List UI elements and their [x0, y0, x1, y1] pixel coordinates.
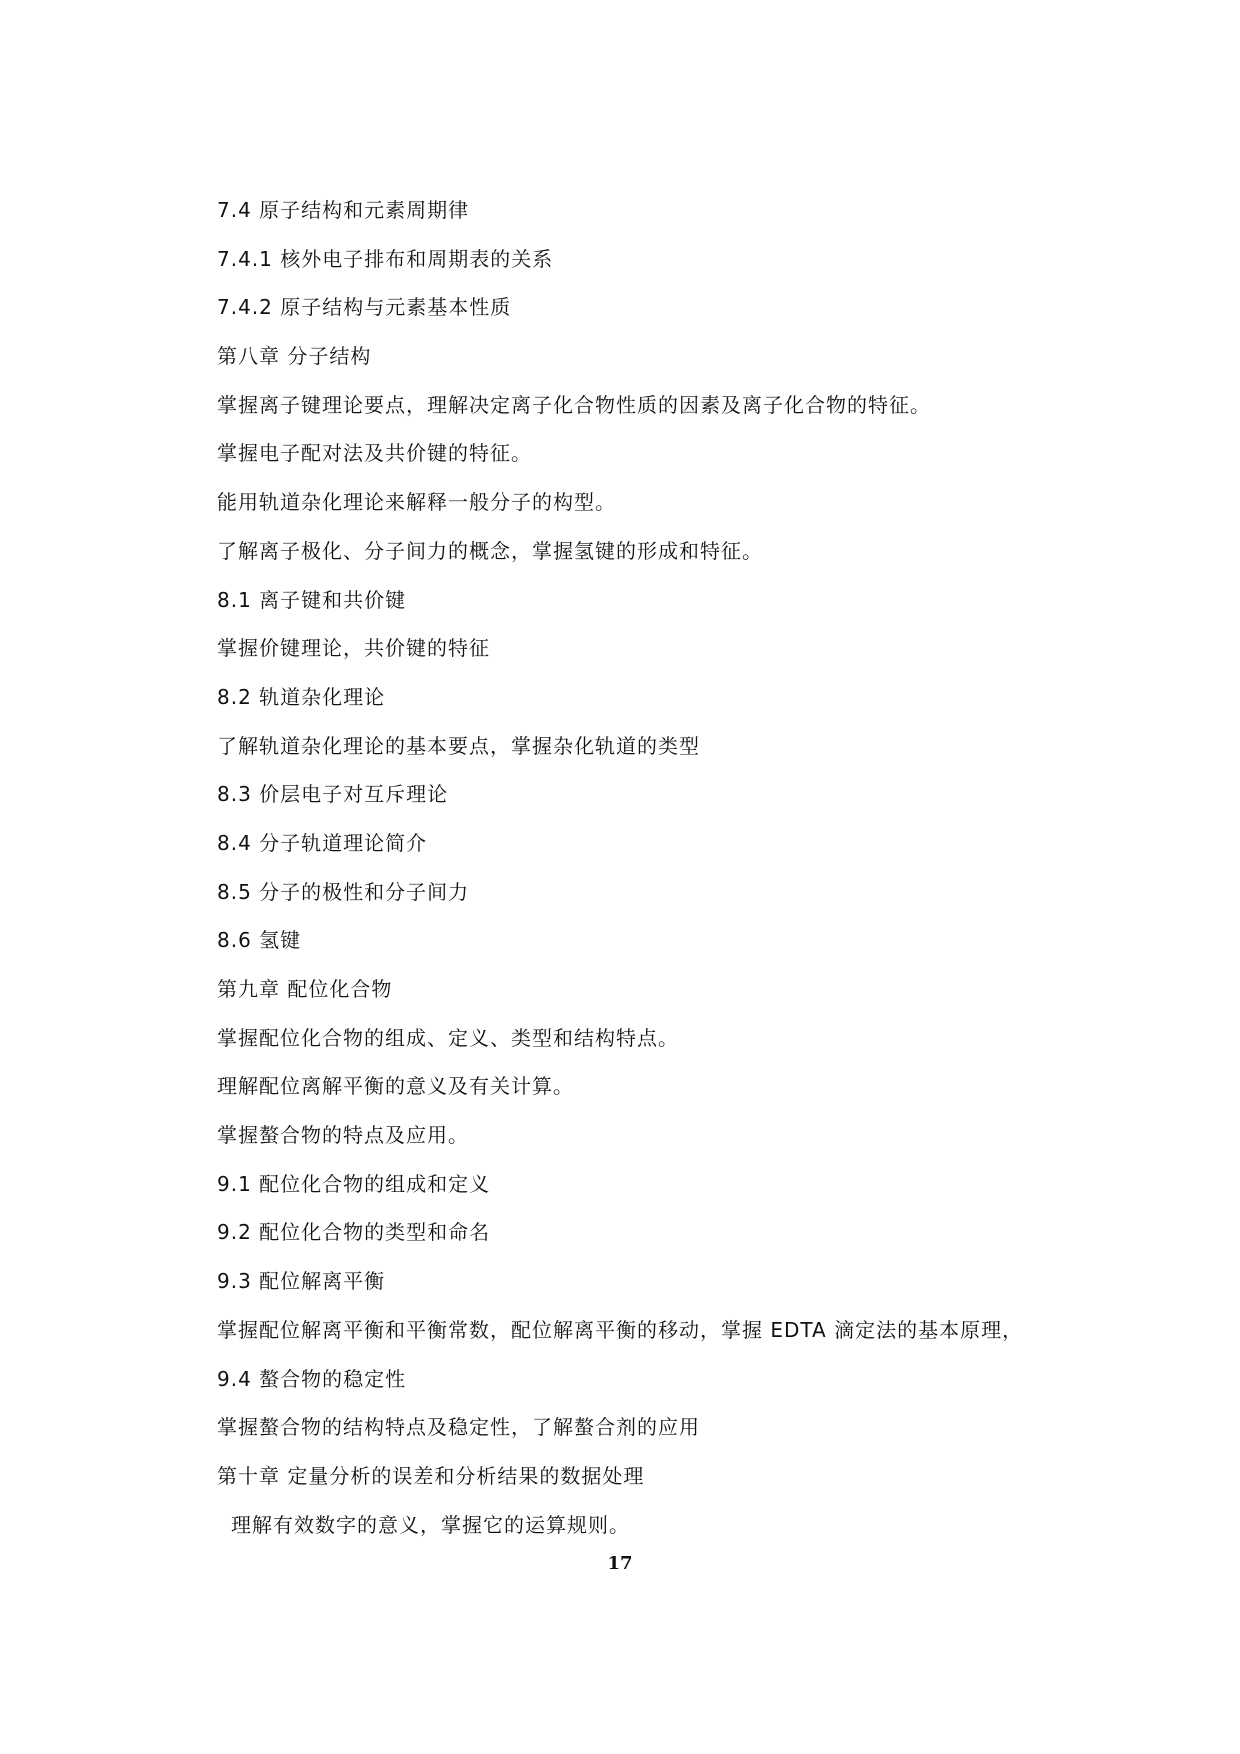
section-heading-8-1: 8.1 离子键和共价键 — [217, 587, 407, 612]
objective-text: 理解配位离解平衡的意义及有关计算。 — [217, 1074, 574, 1099]
section-description: 了解轨道杂化理论的基本要点，掌握杂化轨道的类型 — [217, 733, 700, 758]
section-description: 掌握配位解离平衡和平衡常数，配位解离平衡的移动，掌握 EDTA 滴定法的基本原理， — [217, 1317, 1024, 1342]
section-heading-7-4-1: 7.4.1 核外电子排布和周期表的关系 — [217, 246, 554, 271]
page-content — [217, 186, 1117, 1549]
page-number: 17 — [607, 1553, 633, 1574]
section-heading-8-6: 8.6 氢键 — [217, 928, 302, 953]
section-description: 掌握螯合物的结构特点及稳定性，了解螯合剂的应用 — [217, 1415, 700, 1440]
section-heading-9-3: 9.3 配位解离平衡 — [217, 1269, 386, 1294]
section-heading-8-5: 8.5 分子的极性和分子间力 — [217, 879, 470, 904]
objective-text: 理解有效数字的意义，掌握它的运算规则。 — [231, 1512, 630, 1537]
section-heading-7-4: 7.4 原子结构和元素周期律 — [217, 198, 470, 222]
section-heading-9-1: 9.1 配位化合物的组成和定义 — [217, 1171, 491, 1196]
section-heading-8-2: 8.2 轨道杂化理论 — [217, 684, 386, 709]
chapter-heading-9: 第九章 配位化合物 — [217, 977, 393, 1001]
objective-text: 掌握电子配对法及共价键的特征。 — [217, 441, 532, 466]
objective-text: 了解离子极化、分子间力的概念，掌握氢键的形成和特征。 — [217, 538, 763, 563]
chapter-heading-8: 第八章 分子结构 — [217, 344, 372, 369]
section-heading-8-3: 8.3 价层电子对互斥理论 — [217, 782, 449, 807]
section-heading-7-4-2: 7.4.2 原子结构与元素基本性质 — [217, 295, 512, 320]
chapter-heading-10: 第十章 定量分析的误差和分析结果的数据处理 — [217, 1463, 645, 1488]
section-heading-9-2: 9.2 配位化合物的类型和命名 — [217, 1220, 491, 1245]
objective-text: 掌握螯合物的特点及应用。 — [217, 1123, 469, 1148]
objective-text: 掌握离子键理论要点，理解决定离子化合物性质的因素及离子化合物的特征。 — [217, 392, 931, 417]
section-description: 掌握价键理论，共价键的特征 — [217, 636, 490, 661]
section-heading-8-4: 8.4 分子轨道理论简介 — [217, 830, 428, 855]
objective-text: 能用轨道杂化理论来解释一般分子的构型。 — [217, 490, 616, 515]
objective-text: 掌握配位化合物的组成、定义、类型和结构特点。 — [217, 1025, 679, 1050]
section-heading-9-4: 9.4 螯合物的稳定性 — [217, 1366, 407, 1391]
